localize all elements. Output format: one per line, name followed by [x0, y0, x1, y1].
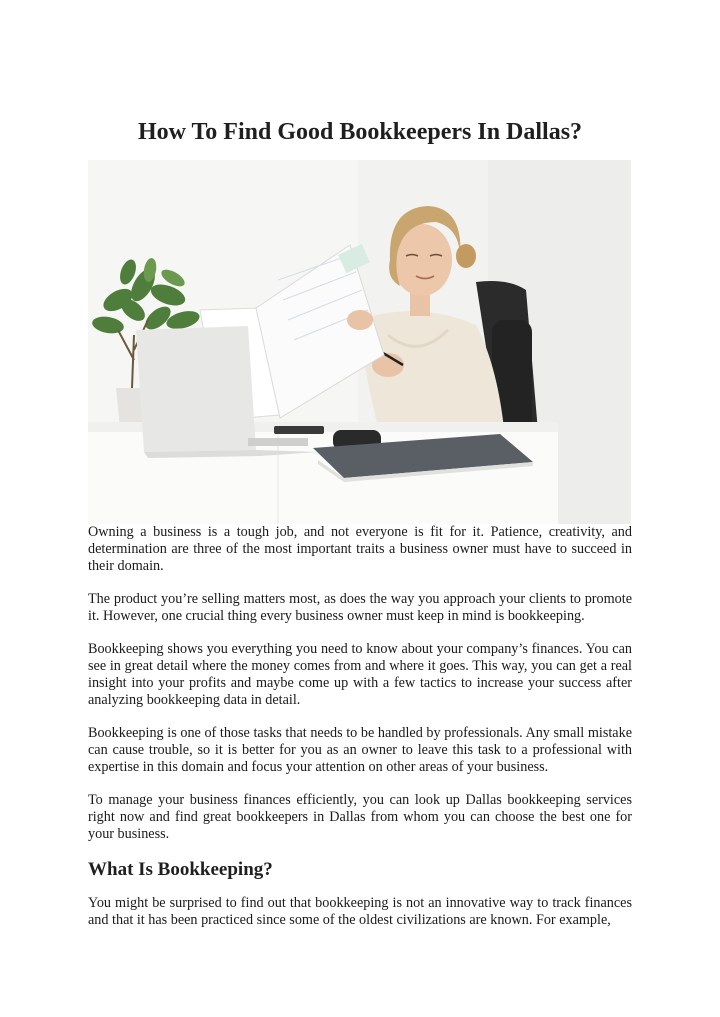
- hero-image: [88, 160, 631, 524]
- paragraph-intro: Owning a business is a tough job, and not everyone is fit for it. Patience, creativity, and determination are three of the most important traits a business owner must have to succeed in their domain.: [88, 524, 632, 574]
- paragraph-history: You might be surprised to find out that bookkeeping is not an innovative way to track finances and that it has been practiced since some of the oldest civilizations are known. For example,: [88, 895, 632, 928]
- paragraph-professionals: Bookkeeping is one of those tasks that needs to be handled by professionals. Any small mistake can cause trouble, so it is better for you as an owner to leave this task to a professional with expertise in this domain and focus your attention on other areas of your business.: [88, 725, 632, 775]
- section-heading: What Is Bookkeeping?: [88, 859, 273, 880]
- paragraph-dallas-services: To manage your business finances efficiently, you can look up Dallas bookkeeping services right now and find great bookkeepers in Dallas from whom you can choose the best one for your business.: [88, 792, 632, 842]
- woman-at-desk-illustration: [88, 160, 631, 524]
- page-title: How To Find Good Bookkeepers In Dallas?: [137, 119, 583, 146]
- paragraph-finances: Bookkeeping shows you everything you need to know about your company’s finances. You can see in great detail where the money comes from and where it goes. This way, you can get a real insight into your profits and maybe come up with a few tactics to increase your success after analyzing bookkeeping data in detail.: [88, 641, 632, 708]
- paragraph-product: The product you’re selling matters most, as does the way you approach your clients to promote it. However, one crucial thing every business owner must keep in mind is bookkeeping.: [88, 591, 632, 624]
